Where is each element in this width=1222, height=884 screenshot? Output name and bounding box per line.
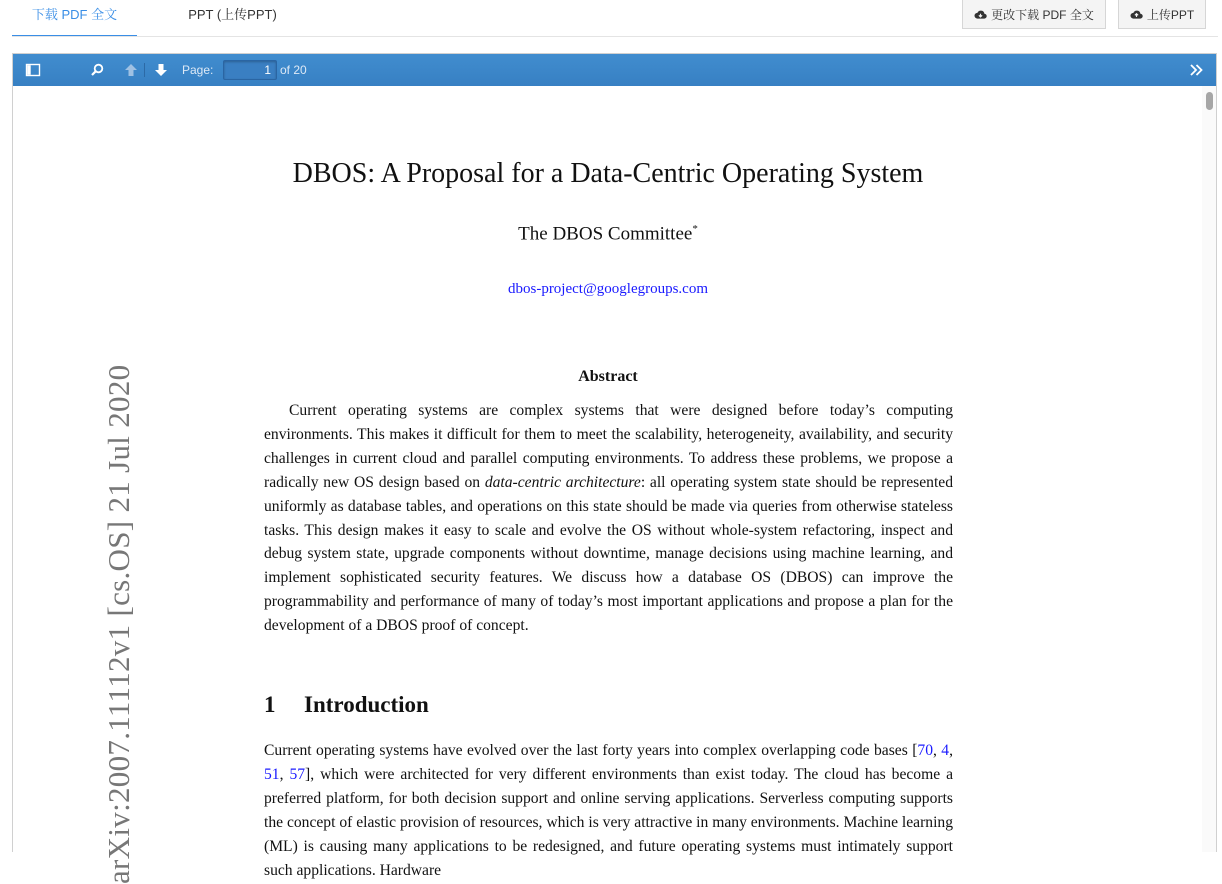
pdf-viewer [12,53,1217,884]
total-pages-label: of 20 [280,63,307,77]
tab-ppt-label: PPT (上传PPT) [188,7,277,22]
section-heading-introduction [264,692,429,718]
viewer-toolbar [13,54,1216,86]
abstract-heading: Abstract [578,368,638,385]
change-download-label: 更改下载 PDF 全文 [991,7,1094,22]
paper-title: DBOS: A Proposal for a Data-Centric Operating System [292,158,924,189]
tab-download-pdf-label: 下载 PDF 全文 [31,7,118,22]
citation-link[interactable]: 51 [264,766,280,783]
abstract-emphasis: data-centric architecture [484,473,641,491]
citation-link[interactable]: 70 [917,742,933,759]
intro-text-1: Current operating systems have evolved over the last forty years into complex overlapping code bases [ [264,742,918,759]
page-label: Page: [182,63,214,77]
contact-email-link[interactable]: dbos-project@googlegroups.com [507,281,709,297]
citation-link[interactable]: 57 [289,766,306,783]
cloud-icon [974,8,987,21]
intro-text-2: ], which were architected for very different environments than exist today. The cloud has become a preferred platform, for both decision support and online serving applications. Serverless computing supports the concept of elastic provision of resources, which is very attractive in many environments. Machine learning (ML) is causing many applications to be redesigned, and future operating systems must intimately support such applications. Hardware [264,766,954,879]
page-number-input[interactable]: 1 [223,60,277,80]
upload-ppt-label: 上传PPT [1146,7,1195,22]
search-icon[interactable] [89,62,105,78]
tab-download-pdf[interactable] [12,0,137,37]
next-page-icon[interactable] [153,62,169,78]
previous-page-icon[interactable] [123,62,139,78]
section-title: Introduction [304,692,429,717]
scrollbar-thumb[interactable] [1206,92,1213,110]
tab-ppt[interactable] [170,0,295,37]
tab-divider [12,36,1218,37]
citation-link[interactable]: 4 [941,742,950,759]
vertical-scrollbar[interactable] [1202,86,1216,852]
cloud-icon [1130,8,1143,21]
change-download-button[interactable] [962,0,1106,29]
pdf-page [13,86,1203,884]
abstract-text-2: : all operating system state should be represented uniformly as database tables, and operations on this state should be made via queries from otherwise stateless tasks. This design makes it easy to scale and evolve the OS without whole-system refactoring, inspect and debug system state, upgrade components without downtime, manage decisions using machine learning, and implement sophisticated security features. We discuss how a database OS (DBOS) can improve the programmability and performance of many of today’s most important applications and propose a plan for the development of a DBOS proof of concept. [264,473,953,635]
introduction-paragraph: Current operating systems have evolved over the last forty years into complex overlapping code bases [70, 4, 51, 57], which were architected for very different environments than exist today. The cloud has become a preferred platform, for both decision support and online serving applications. Serverless computing supports the concept of elastic provision of resources, which is very attractive in many environments. Machine learning (ML) is causing many applications to be redesigned, and future operating systems must intimately support such applications. Hardware [264,742,954,879]
double-chevron-right-icon[interactable] [1188,62,1204,78]
upload-ppt-button[interactable] [1118,0,1206,29]
abstract-paragraph [264,399,953,638]
authors-text: The DBOS Committee [518,223,693,245]
author-footnote-mark: * [692,223,698,235]
toolbar-separator [144,63,145,77]
sidebar-toggle-icon[interactable] [25,62,41,78]
paper-authors [13,223,1203,245]
arxiv-stamp: arXiv:2007.11112v1 [cs.OS] 21 Jul 2020 [101,364,136,884]
abstract-text-1: Current operating systems are complex systems that were designed before today’s computing environments. This makes it difficult for them to meet the scalability, heterogeneity, availability, and security challenges in current cloud and parallel computing environments. To address these problems, we propose a radically new OS design based on [264,402,953,491]
top-tab-bar [0,0,1222,37]
section-number: 1 [264,692,276,717]
